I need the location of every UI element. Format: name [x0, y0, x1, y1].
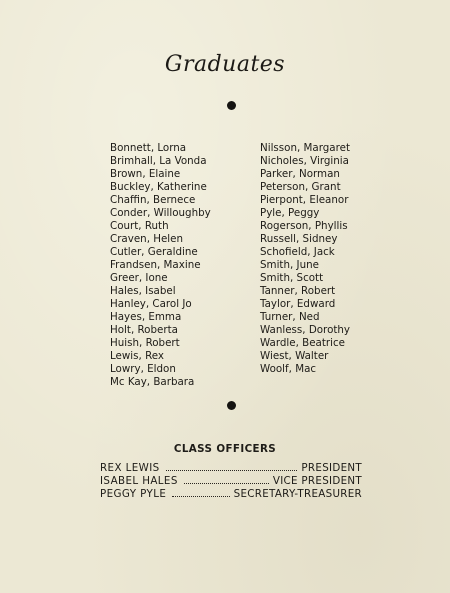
graduate-name: Turner, Ned: [260, 311, 320, 323]
dot-leader: [166, 470, 298, 471]
graduate-name: Hales, Isabel: [110, 285, 176, 297]
graduate-name: Pyle, Peggy: [260, 207, 320, 219]
graduate-name: Parker, Norman: [260, 168, 340, 180]
graduate-name: Nicholes, Virginia: [260, 155, 349, 167]
graduate-name: Court, Ruth: [110, 220, 169, 232]
graduate-name: Brown, Elaine: [110, 168, 181, 180]
graduate-name: Woolf, Mac: [260, 363, 317, 375]
graduate-name: Frandsen, Maxine: [110, 259, 201, 271]
graduate-name: Wanless, Dorothy: [260, 324, 351, 336]
page-title: Graduates: [164, 52, 286, 77]
graduate-name: Wardle, Beatrice: [260, 337, 345, 349]
dot-leader: [184, 483, 269, 484]
graduate-name: Chaffin, Bernece: [110, 194, 196, 206]
officer-name: ISABEL HALES: [100, 475, 178, 487]
graduate-name: Tanner, Robert: [260, 285, 336, 297]
graduate-name: Conder, Willoughby: [110, 207, 211, 219]
class-officers-list: [100, 462, 362, 501]
graduate-name: Peterson, Grant: [260, 181, 341, 193]
graduate-name: Hanley, Carol Jo: [110, 298, 192, 310]
ornament-dot-bottom: [227, 401, 236, 410]
officer-role: SECRETARY-TREASURER: [233, 488, 362, 500]
graduate-name: Schofield, Jack: [260, 246, 335, 258]
graduates-list-left: [110, 142, 211, 389]
graduate-name: Brimhall, La Vonda: [110, 155, 207, 167]
graduate-name: Smith, Scott: [260, 272, 324, 284]
graduate-name: Mc Kay, Barbara: [110, 376, 195, 388]
graduate-name: Russell, Sidney: [260, 233, 338, 245]
graduate-name: Hayes, Emma: [110, 311, 182, 323]
graduate-name: Buckley, Katherine: [110, 181, 207, 193]
graduate-name: Greer, Ione: [110, 272, 168, 284]
graduate-name: Pierpont, Eleanor: [260, 194, 349, 206]
officer-role: VICE PRESIDENT: [272, 475, 362, 487]
officer-name: PEGGY PYLE: [100, 488, 167, 500]
graduate-name: Lewis, Rex: [110, 350, 165, 362]
officer-role: PRESIDENT: [301, 462, 362, 474]
dot-leader: [172, 496, 229, 497]
graduates-list-right: [260, 142, 350, 376]
graduate-name: Bonnett, Lorna: [110, 142, 187, 154]
graduate-name: Nilsson, Margaret: [260, 142, 350, 154]
graduate-name: Taylor, Edward: [260, 298, 336, 310]
graduate-name: Rogerson, Phyllis: [260, 220, 348, 232]
class-officers-heading: CLASS OFFICERS: [173, 443, 277, 455]
officer-row: [100, 488, 362, 501]
graduate-name: Huish, Robert: [110, 337, 180, 349]
ornament-dot-top: [227, 101, 236, 110]
graduate-name: Cutler, Geraldine: [110, 246, 198, 258]
officer-row: [100, 475, 362, 488]
officer-row: [100, 462, 362, 475]
graduate-name: Holt, Roberta: [110, 324, 178, 336]
graduate-name: Wiest, Walter: [260, 350, 329, 362]
graduate-name: Lowry, Eldon: [110, 363, 176, 375]
officer-name: REX LEWIS: [100, 462, 160, 474]
graduate-name: Craven, Helen: [110, 233, 184, 245]
graduate-name: Smith, June: [260, 259, 319, 271]
